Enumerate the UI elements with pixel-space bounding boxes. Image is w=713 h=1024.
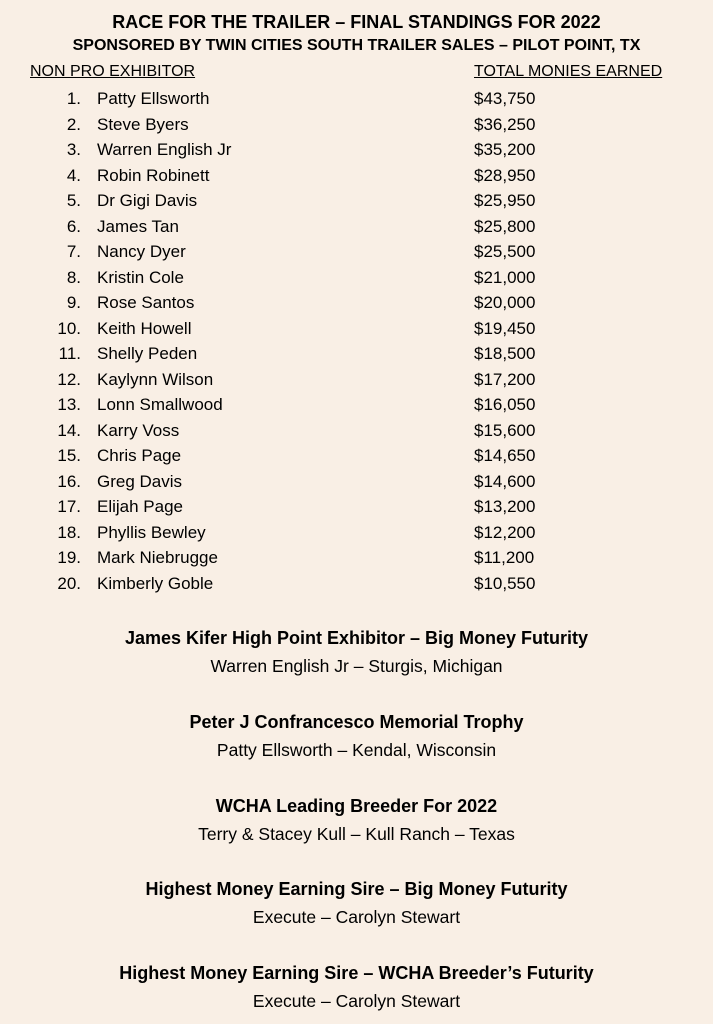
exhibitor-name: James Tan [97, 216, 179, 236]
standings-row [0, 316, 713, 342]
standings-row [0, 290, 713, 316]
exhibitor-name: Chris Page [97, 446, 182, 465]
exhibitor-name: Nancy Dyer [97, 242, 186, 261]
rank: 17. [57, 497, 81, 516]
monies-earned: $20,000 [474, 293, 536, 312]
standings-row [0, 469, 713, 495]
rank: 3. [66, 140, 81, 159]
standings-row [0, 112, 713, 138]
rank: 10. [57, 318, 81, 338]
exhibitor-name: Greg Davis [97, 471, 183, 491]
standings-row [0, 86, 713, 112]
rank: 9. [66, 293, 81, 312]
exhibitor-name: Warren English Jr [97, 140, 232, 159]
exhibitor-name: Elijah Page [97, 497, 184, 516]
monies-earned: $16,050 [474, 395, 536, 414]
rank: 11. [58, 344, 81, 363]
standings-row [0, 163, 713, 189]
award-winner: Execute – Carolyn Stewart [252, 907, 461, 927]
page-title: RACE FOR THE TRAILER – FINAL STANDINGS FOR 2022 [112, 12, 601, 32]
standings-row [0, 494, 713, 520]
standings-row [0, 418, 713, 444]
monies-earned: $14,600 [474, 471, 536, 491]
standings-row [0, 214, 713, 240]
rank: 20. [57, 573, 81, 593]
exhibitor-name: Keith Howell [97, 318, 192, 338]
award-title: Highest Money Earning Sire – WCHA Breeder’s Futurity [119, 963, 594, 983]
rank: 1. [66, 89, 81, 108]
exhibitor-name: Phyllis Bewley [97, 522, 206, 542]
award-title: Highest Money Earning Sire – Big Money Futurity [145, 879, 568, 899]
monies-earned: $11,200 [474, 548, 535, 567]
rank: 12. [57, 369, 81, 389]
exhibitor-name: Dr Gigi Davis [97, 191, 198, 210]
award-title: WCHA Leading Breeder For 2022 [215, 796, 498, 816]
monies-earned: $15,600 [474, 420, 536, 440]
rank: 7. [66, 242, 81, 261]
award-winner: Patty Ellsworth – Kendal, Wisconsin [216, 740, 497, 760]
award-winner: Warren English Jr – Sturgis, Michigan [210, 656, 503, 676]
rank: 6. [66, 216, 81, 236]
award-title: James Kifer High Point Exhibitor – Big Money Futurity [124, 628, 589, 648]
exhibitor-name: Mark Niebrugge [97, 548, 218, 567]
monies-earned: $19,450 [474, 318, 536, 338]
exhibitor-name: Kaylynn Wilson [97, 369, 214, 389]
monies-earned: $25,800 [474, 216, 536, 236]
standings-row [0, 137, 713, 163]
rank: 5. [66, 191, 81, 210]
standings-row [0, 545, 713, 571]
exhibitor-name: Steve Byers [97, 114, 189, 134]
monies-earned: $13,200 [474, 497, 536, 516]
standings-row [0, 239, 713, 265]
standings-row [0, 341, 713, 367]
exhibitor-name: Rose Santos [97, 293, 195, 312]
award-sire-big-money [0, 877, 713, 929]
exhibitor-name: Karry Voss [97, 420, 180, 440]
rank: 4. [66, 165, 81, 185]
exhibitor-name: Shelly Peden [97, 344, 198, 363]
exhibitor-name: Robin Robinett [97, 165, 210, 185]
standings-row [0, 392, 713, 418]
monies-earned: $36,250 [474, 114, 536, 134]
standings-row [0, 265, 713, 291]
exhibitor-name: Lonn Smallwood [97, 395, 223, 414]
exhibitor-name: Kimberly Goble [97, 573, 214, 593]
rank: 16. [57, 471, 81, 491]
rank: 18. [57, 522, 81, 542]
monies-earned: $14,650 [474, 446, 536, 465]
award-memorial-trophy [0, 710, 713, 762]
award-title: Peter J Confrancesco Memorial Trophy [189, 712, 524, 732]
monies-earned: $17,200 [474, 369, 536, 389]
monies-earned: $25,500 [474, 242, 536, 261]
monies-earned: $18,500 [474, 344, 536, 363]
monies-earned: $12,200 [474, 522, 536, 542]
rank: 14. [57, 420, 81, 440]
monies-earned: $25,950 [474, 191, 536, 210]
award-leading-breeder [0, 794, 713, 846]
standings-list [0, 86, 713, 596]
rank: 8. [66, 267, 81, 287]
monies-earned: $28,950 [474, 165, 536, 185]
monies-earned: $35,200 [474, 140, 536, 159]
monies-earned: $10,550 [474, 573, 536, 593]
monies-earned: $43,750 [474, 89, 536, 108]
standings-row [0, 520, 713, 546]
award-sire-breeders-futurity [0, 961, 713, 1013]
exhibitor-name: Kristin Cole [97, 267, 184, 287]
standings-row [0, 367, 713, 393]
column-header-exhibitor: NON PRO EXHIBITOR [30, 63, 196, 80]
monies-earned: $21,000 [474, 267, 536, 287]
column-header-monies: TOTAL MONIES EARNED [474, 63, 663, 80]
rank: 13. [57, 395, 81, 414]
sponsor-line: SPONSORED BY TWIN CITIES SOUTH TRAILER SALES – PILOT POINT, TX [72, 37, 641, 54]
standings-row [0, 571, 713, 597]
standings-row [0, 443, 713, 469]
standings-row [0, 188, 713, 214]
award-high-point-exhibitor [0, 626, 713, 678]
award-winner: Execute – Carolyn Stewart [252, 991, 461, 1011]
rank: 15. [57, 446, 81, 465]
rank: 2. [66, 114, 81, 134]
award-winner: Terry & Stacey Kull – Kull Ranch – Texas [198, 824, 515, 844]
exhibitor-name: Patty Ellsworth [97, 89, 210, 108]
rank: 19. [57, 548, 81, 567]
